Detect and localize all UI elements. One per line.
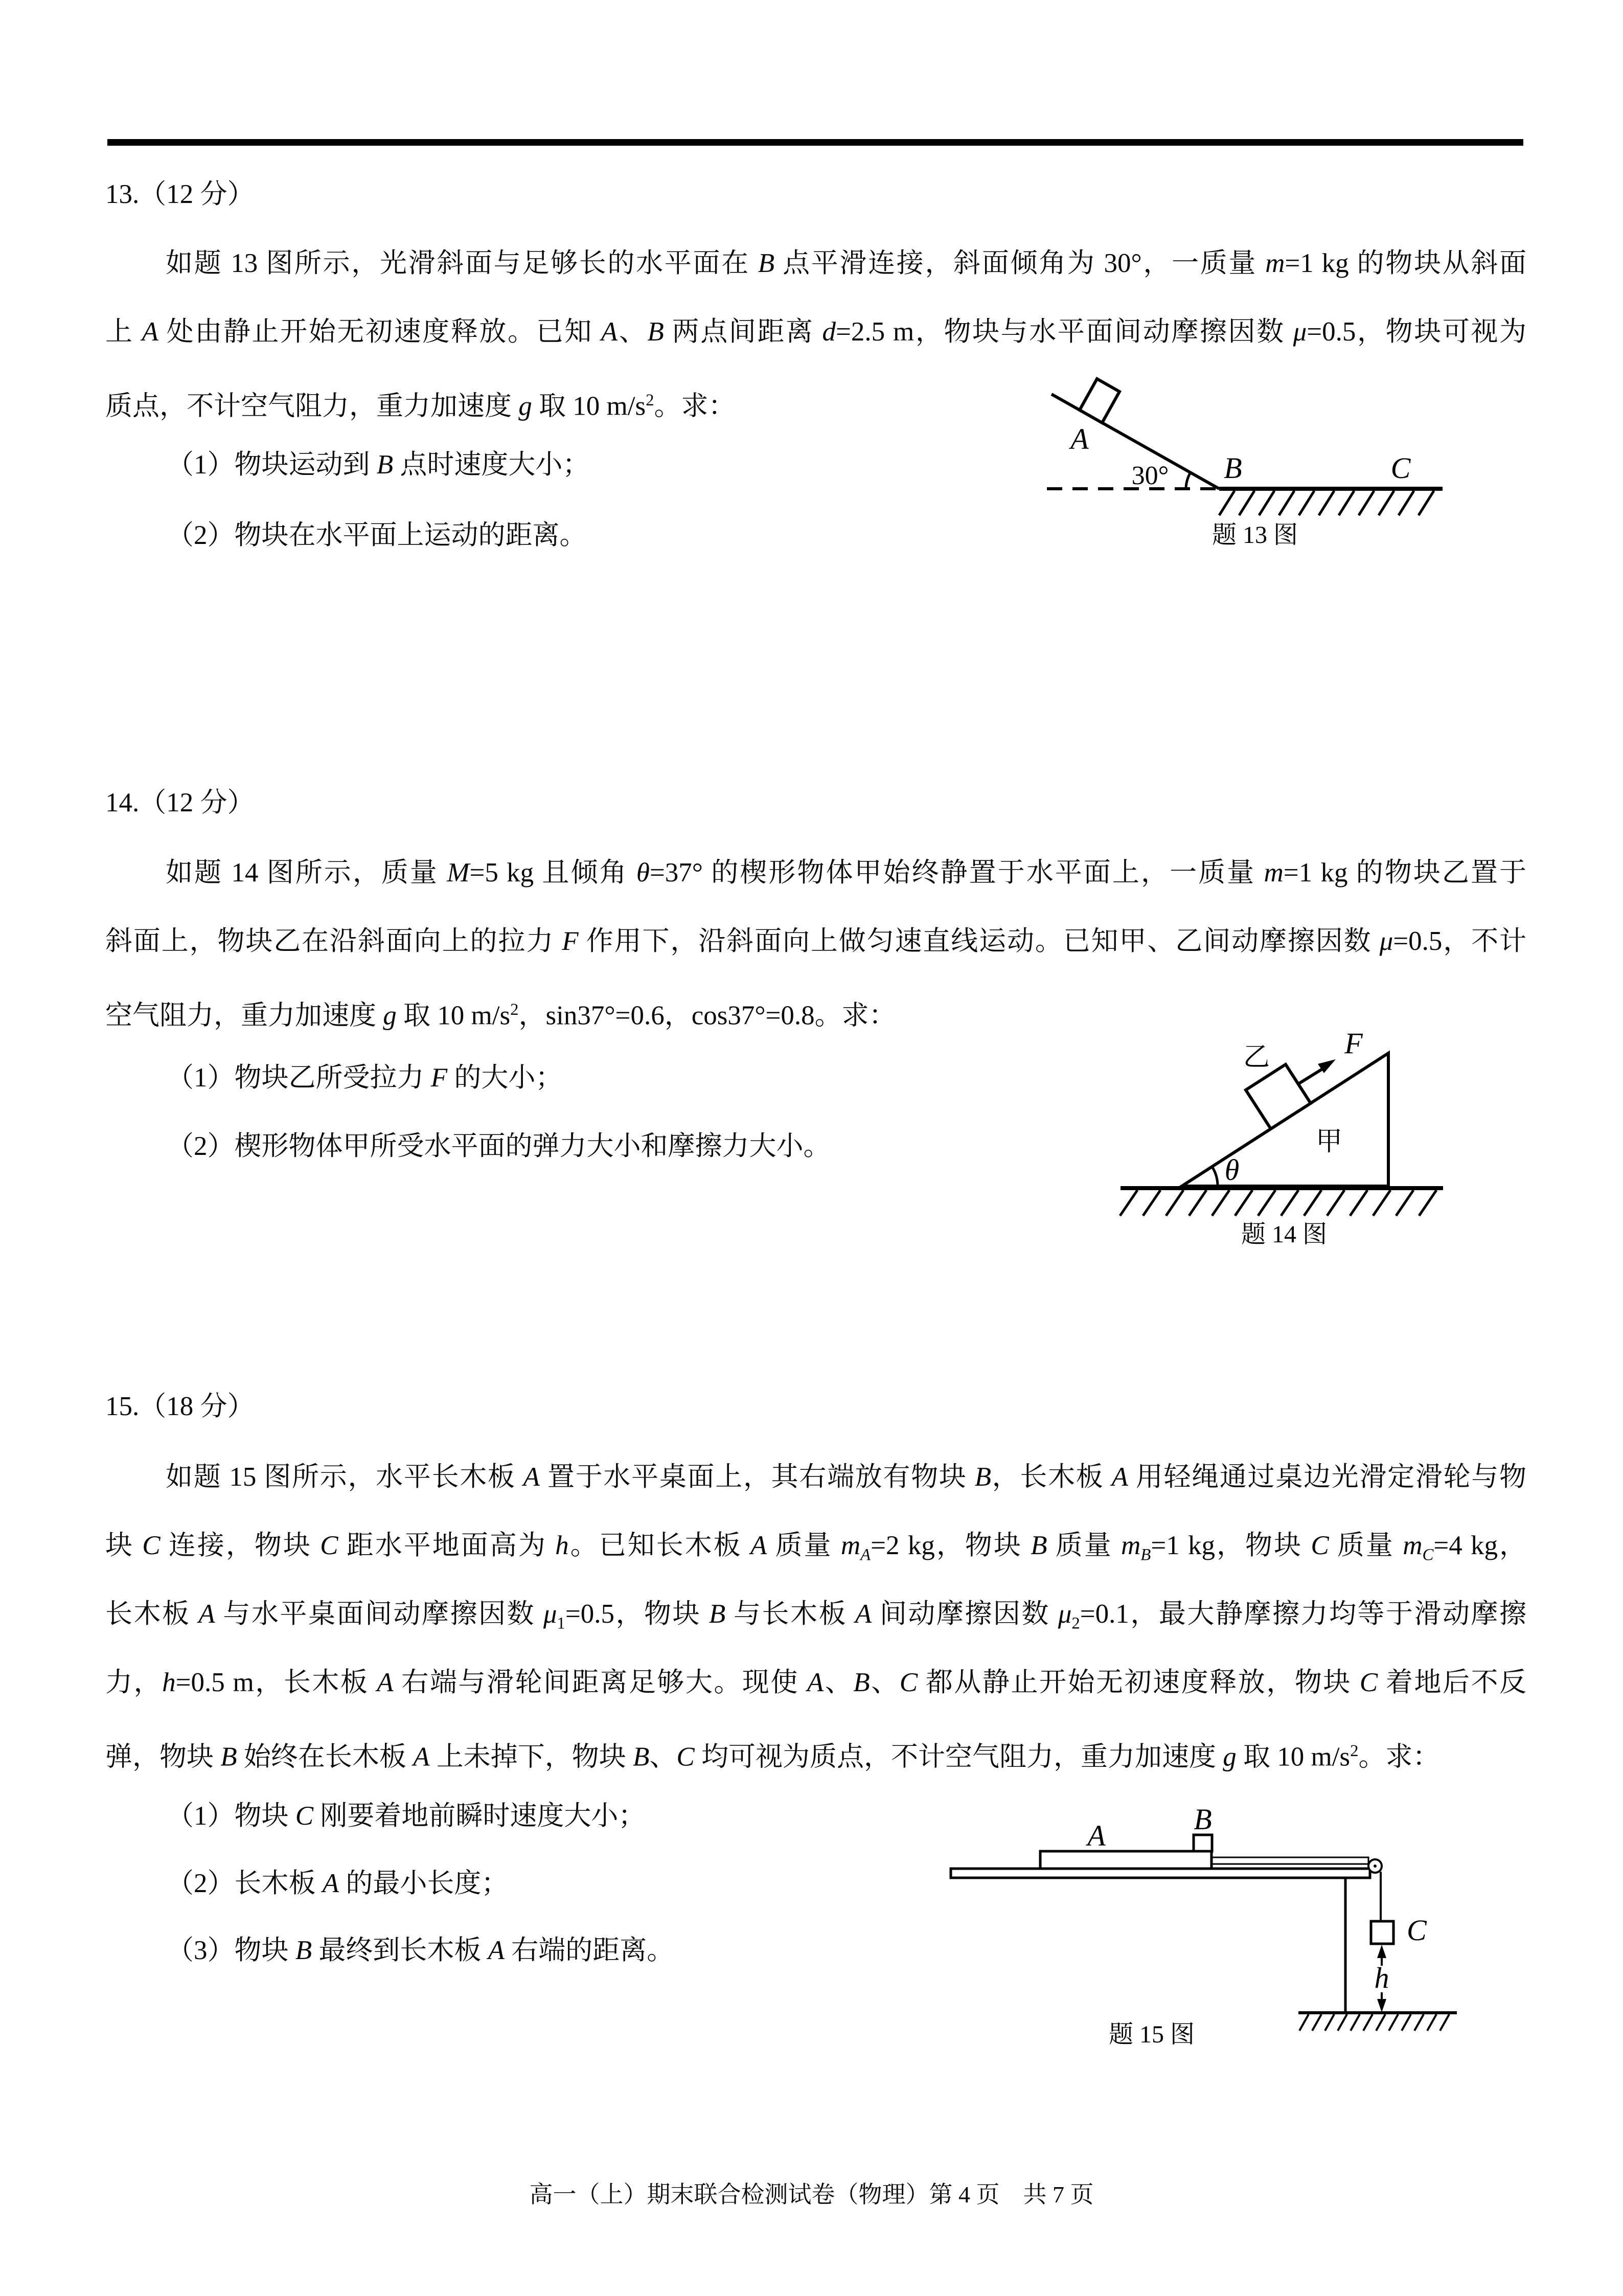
block-c-label: C (1407, 1914, 1427, 1947)
paragraph-line: 如题 13 图所示，光滑斜面与足够长的水平面在 B 点平滑连接，斜面倾角为 30°，一质量 m=1 kg 的物块从斜面 (166, 248, 1526, 278)
figure-15-caption: 题 15 图 (1108, 2021, 1195, 2048)
angle-label: 30° (1131, 461, 1169, 490)
block-b (1194, 1835, 1212, 1851)
question-15-item-1: （1）物块 C 刚要着地前瞬时速度大小； (167, 1801, 646, 1831)
paragraph-line: 弹，物块 B 始终在长木板 A 上未掉下，物块 B、C 均可视为质点，不计空气阻力，重力加速度 g 取 10 $m/s^2$。求： (105, 1742, 1440, 1772)
point-c-label: C (1390, 451, 1411, 485)
paragraph-line: 斜面上，物块乙在沿斜面向上的拉力 F 作用下，沿斜面向上做匀速直线运动。已知甲、乙间动摩擦因数 μ=0.5，不计 (105, 926, 1526, 956)
force-f-label: F (1344, 1027, 1363, 1060)
point-b-label: B (1224, 451, 1242, 485)
wedge-jia-label: 甲 (1315, 1127, 1343, 1156)
figure-14 (1099, 1022, 1488, 1263)
block-yi-label: 乙 (1243, 1043, 1270, 1072)
figure-13 (1017, 368, 1477, 573)
figure-15 (941, 1803, 1482, 2058)
question-15-number: 15.（18 分） (105, 1392, 255, 1421)
header-rule (107, 139, 1523, 146)
height-h-label: h (1374, 1961, 1389, 1994)
table-top (951, 1869, 1370, 1878)
question-13-number: 13.（12 分） (105, 179, 255, 209)
force-arrow-shaft (1298, 1068, 1324, 1084)
figure-14-caption: 题 14 图 (1241, 1221, 1328, 1248)
question-15-paragraph (105, 1443, 1526, 1785)
pulley-axle (1374, 1865, 1377, 1868)
paragraph-line: 如题 14 图所示，质量 M=5 kg 且倾角 θ=37° 的楔形物体甲始终静置于水平面上，一质量 m=1 kg 的物块乙置于 (166, 858, 1526, 888)
point-a-label: A (1070, 422, 1089, 456)
ground-hatching (1219, 491, 1434, 515)
question-15-item-3: （3）物块 B 最终到长木板 A 右端的距离。 (167, 1936, 674, 1965)
angle-arc (1186, 472, 1191, 489)
question-14-item-1: （1）物块乙所受拉力 F 的大小； (167, 1063, 563, 1093)
paragraph-line: 空气阻力，重力加速度 g 取 10 $m/s^2$，sin37°=0.6，cos37°=0.8。求： (105, 1001, 896, 1031)
paragraph-line: 块 C 连接，物块 C 距水平地面高为 h。已知长木板 A 质量 $m_A=2$ kg，物块 B 质量 $m_B=1$ kg，物块 C 质量 $m_C=4$ kg， (105, 1531, 1526, 1564)
question-15-item-2: （2）长木板 A 的最小长度； (167, 1869, 509, 1898)
question-14-number: 14.（12 分） (105, 788, 255, 817)
rope-horizontal (1212, 1857, 1368, 1864)
question-13-item-1: （1）物块运动到 B 点时速度大小； (167, 450, 590, 480)
question-13-item-2: （2）物块在水平面上运动的距离。 (167, 520, 587, 550)
figure-13-caption: 题 13 图 (1211, 521, 1298, 549)
height-arrow-bottom (1377, 1999, 1386, 2012)
height-arrow-top (1377, 1945, 1386, 1958)
paragraph-line: 如题 15 图所示，水平长木板 A 置于水平桌面上，其右端放有物块 B，长木板 A 用轻绳通过桌边光滑定滑轮与物 (166, 1462, 1526, 1492)
plank-a (1040, 1851, 1211, 1869)
block-b-label: B (1194, 1803, 1212, 1836)
paragraph-line: 力，h=0.5 m，长木板 A 右端与滑轮间距离足够大。现使 A、B、C 都从静止开始无初速度释放，物块 C 着地后不反 (105, 1668, 1526, 1697)
question-14-item-2: （2）楔形物体甲所受水平面的弹力大小和摩擦力大小。 (167, 1131, 831, 1161)
block-c (1371, 1921, 1393, 1944)
plank-a-label: A (1087, 1819, 1106, 1852)
paragraph-line: 长木板 A 与水平桌面间动摩擦因数 $\mu_1=0.5$，物块 B 与长木板 A 间动摩擦因数 $\mu_2=0.1$，最大静摩擦力均等于滑动摩擦 (105, 1599, 1526, 1633)
theta-label: θ (1224, 1153, 1240, 1187)
question-14-paragraph (105, 838, 1526, 1044)
paragraph-line: 质点，不计空气阻力，重力加速度 g 取 10 $m/s^2$。求： (105, 391, 736, 421)
ground-hatching (1299, 2014, 1449, 2031)
page-footer: 高一（上）期末联合检测试卷（物理）第 4 页 共 7 页 (529, 2181, 1094, 2208)
paragraph-line: 上 A 处由静止开始无初速度释放。已知 A、B 两点间距离 d=2.5 m，物块与水平面间动摩擦因数 μ=0.5，物块可视为 (105, 317, 1526, 347)
block-on-incline (1080, 379, 1119, 423)
ground-hatching (1120, 1190, 1436, 1216)
